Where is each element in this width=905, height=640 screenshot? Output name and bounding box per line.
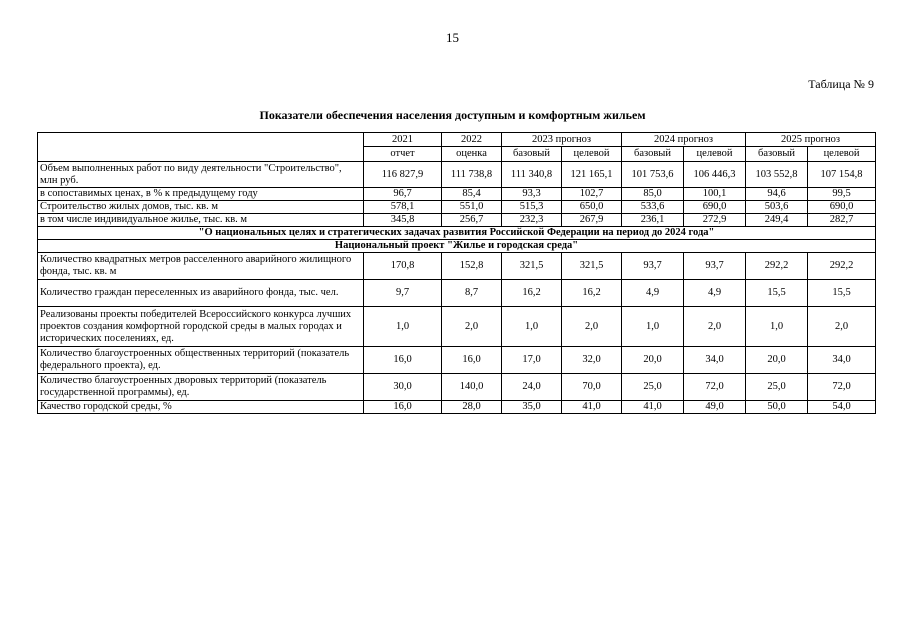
row-label: Количество благоустроенных дворовых территорий (показатель государственной программы), ед. <box>38 374 364 401</box>
row-label: в том числе индивидуальное жилье, тыс. кв. м <box>38 214 364 227</box>
cell-value: 20,0 <box>746 347 808 374</box>
cell-value: 116 827,9 <box>364 162 442 188</box>
cell-value: 8,7 <box>442 280 502 307</box>
cell-value: 15,5 <box>808 280 876 307</box>
cell-value: 345,8 <box>364 214 442 227</box>
cell-value: 4,9 <box>622 280 684 307</box>
row-label: Качество городской среды, % <box>38 401 364 414</box>
cell-value: 93,7 <box>684 253 746 280</box>
header-2021-sub: отчет <box>364 147 442 162</box>
row-label: Количество квадратных метров расселенного аварийного жилищного фонда, тыс. кв. м <box>38 253 364 280</box>
cell-value: 267,9 <box>562 214 622 227</box>
cell-value: 4,9 <box>684 280 746 307</box>
row-label: в сопоставимых ценах, в % к предыдущему году <box>38 188 364 201</box>
header-2025-target: целевой <box>808 147 876 162</box>
cell-value: 551,0 <box>442 201 502 214</box>
header-2022: 2022 <box>442 133 502 147</box>
cell-value: 28,0 <box>442 401 502 414</box>
cell-value: 152,8 <box>442 253 502 280</box>
row-label: Реализованы проекты победителей Всероссийского конкурса лучших проектов создания комфортной городской среды в малых городах и исторических поселениях, ед. <box>38 307 364 347</box>
table-row <box>38 201 876 214</box>
cell-value: 2,0 <box>684 307 746 347</box>
header-2024-target: целевой <box>684 147 746 162</box>
cell-value: 103 552,8 <box>746 162 808 188</box>
cell-value: 16,2 <box>502 280 562 307</box>
cell-value: 256,7 <box>442 214 502 227</box>
header-2021: 2021 <box>364 133 442 147</box>
cell-value: 41,0 <box>622 401 684 414</box>
cell-value: 111 340,8 <box>502 162 562 188</box>
cell-value: 100,1 <box>684 188 746 201</box>
indicators-table <box>37 132 876 414</box>
cell-value: 16,0 <box>442 347 502 374</box>
cell-value: 232,3 <box>502 214 562 227</box>
table-row <box>38 214 876 227</box>
header-2024-base: базовый <box>622 147 684 162</box>
cell-value: 85,4 <box>442 188 502 201</box>
cell-value: 102,7 <box>562 188 622 201</box>
cell-value: 690,0 <box>808 201 876 214</box>
section-project-heading: Национальный проект "Жилье и городская среда" <box>38 240 876 253</box>
cell-value: 272,9 <box>684 214 746 227</box>
cell-value: 650,0 <box>562 201 622 214</box>
cell-value: 503,6 <box>746 201 808 214</box>
cell-value: 49,0 <box>684 401 746 414</box>
cell-value: 32,0 <box>562 347 622 374</box>
cell-value: 93,7 <box>622 253 684 280</box>
cell-value: 72,0 <box>808 374 876 401</box>
cell-value: 578,1 <box>364 201 442 214</box>
section-row <box>38 240 876 253</box>
cell-value: 1,0 <box>622 307 684 347</box>
cell-value: 50,0 <box>746 401 808 414</box>
cell-value: 101 753,6 <box>622 162 684 188</box>
cell-value: 25,0 <box>746 374 808 401</box>
section-row <box>38 227 876 240</box>
table-row <box>38 401 876 414</box>
section-goals-heading: "О национальных целях и стратегических задачах развития Российской Федерации на период до 2024 года" <box>38 227 876 240</box>
cell-value: 16,2 <box>562 280 622 307</box>
header-2023: 2023 прогноз <box>502 133 622 147</box>
cell-value: 17,0 <box>502 347 562 374</box>
cell-value: 107 154,8 <box>808 162 876 188</box>
header-2025: 2025 прогноз <box>746 133 876 147</box>
cell-value: 15,5 <box>746 280 808 307</box>
cell-value: 1,0 <box>502 307 562 347</box>
page-number: 15 <box>446 30 459 45</box>
cell-value: 515,3 <box>502 201 562 214</box>
cell-value: 321,5 <box>562 253 622 280</box>
header-2023-base: базовый <box>502 147 562 162</box>
cell-value: 533,6 <box>622 201 684 214</box>
cell-value: 9,7 <box>364 280 442 307</box>
header-2022-sub: оценка <box>442 147 502 162</box>
cell-value: 96,7 <box>364 188 442 201</box>
table-row <box>38 188 876 201</box>
cell-value: 85,0 <box>622 188 684 201</box>
table-row <box>38 374 876 401</box>
cell-value: 1,0 <box>746 307 808 347</box>
cell-value: 94,6 <box>746 188 808 201</box>
cell-value: 1,0 <box>364 307 442 347</box>
cell-value: 690,0 <box>684 201 746 214</box>
table-row <box>38 162 876 188</box>
cell-value: 236,1 <box>622 214 684 227</box>
cell-value: 140,0 <box>442 374 502 401</box>
cell-value: 30,0 <box>364 374 442 401</box>
cell-value: 41,0 <box>562 401 622 414</box>
table-row <box>38 307 876 347</box>
cell-value: 24,0 <box>502 374 562 401</box>
cell-value: 70,0 <box>562 374 622 401</box>
cell-value: 292,2 <box>808 253 876 280</box>
table-number: Таблица № 9 <box>808 77 874 91</box>
cell-value: 54,0 <box>808 401 876 414</box>
cell-value: 20,0 <box>622 347 684 374</box>
cell-value: 292,2 <box>746 253 808 280</box>
cell-value: 72,0 <box>684 374 746 401</box>
header-2025-base: базовый <box>746 147 808 162</box>
cell-value: 249,4 <box>746 214 808 227</box>
table-row <box>38 347 876 374</box>
cell-value: 111 738,8 <box>442 162 502 188</box>
table-row <box>38 280 876 307</box>
cell-value: 25,0 <box>622 374 684 401</box>
table-title: Показатели обеспечения населения доступным и комфортным жильем <box>259 108 646 122</box>
row-label: Объем выполненных работ по виду деятельности "Строительство", млн руб. <box>38 162 364 188</box>
table-row <box>38 253 876 280</box>
cell-value: 170,8 <box>364 253 442 280</box>
cell-value: 321,5 <box>502 253 562 280</box>
cell-value: 2,0 <box>562 307 622 347</box>
cell-value: 2,0 <box>808 307 876 347</box>
row-label: Количество граждан переселенных из аварийного фонда, тыс. чел. <box>38 280 364 307</box>
cell-value: 282,7 <box>808 214 876 227</box>
cell-value: 93,3 <box>502 188 562 201</box>
cell-value: 34,0 <box>684 347 746 374</box>
header-empty-cell <box>38 133 364 162</box>
cell-value: 16,0 <box>364 401 442 414</box>
cell-value: 106 446,3 <box>684 162 746 188</box>
row-label: Строительство жилых домов, тыс. кв. м <box>38 201 364 214</box>
cell-value: 121 165,1 <box>562 162 622 188</box>
header-2024: 2024 прогноз <box>622 133 746 147</box>
cell-value: 2,0 <box>442 307 502 347</box>
cell-value: 16,0 <box>364 347 442 374</box>
cell-value: 35,0 <box>502 401 562 414</box>
cell-value: 99,5 <box>808 188 876 201</box>
cell-value: 34,0 <box>808 347 876 374</box>
row-label: Количество благоустроенных общественных территорий (показатель федерального проекта), ед. <box>38 347 364 374</box>
header-2023-target: целевой <box>562 147 622 162</box>
